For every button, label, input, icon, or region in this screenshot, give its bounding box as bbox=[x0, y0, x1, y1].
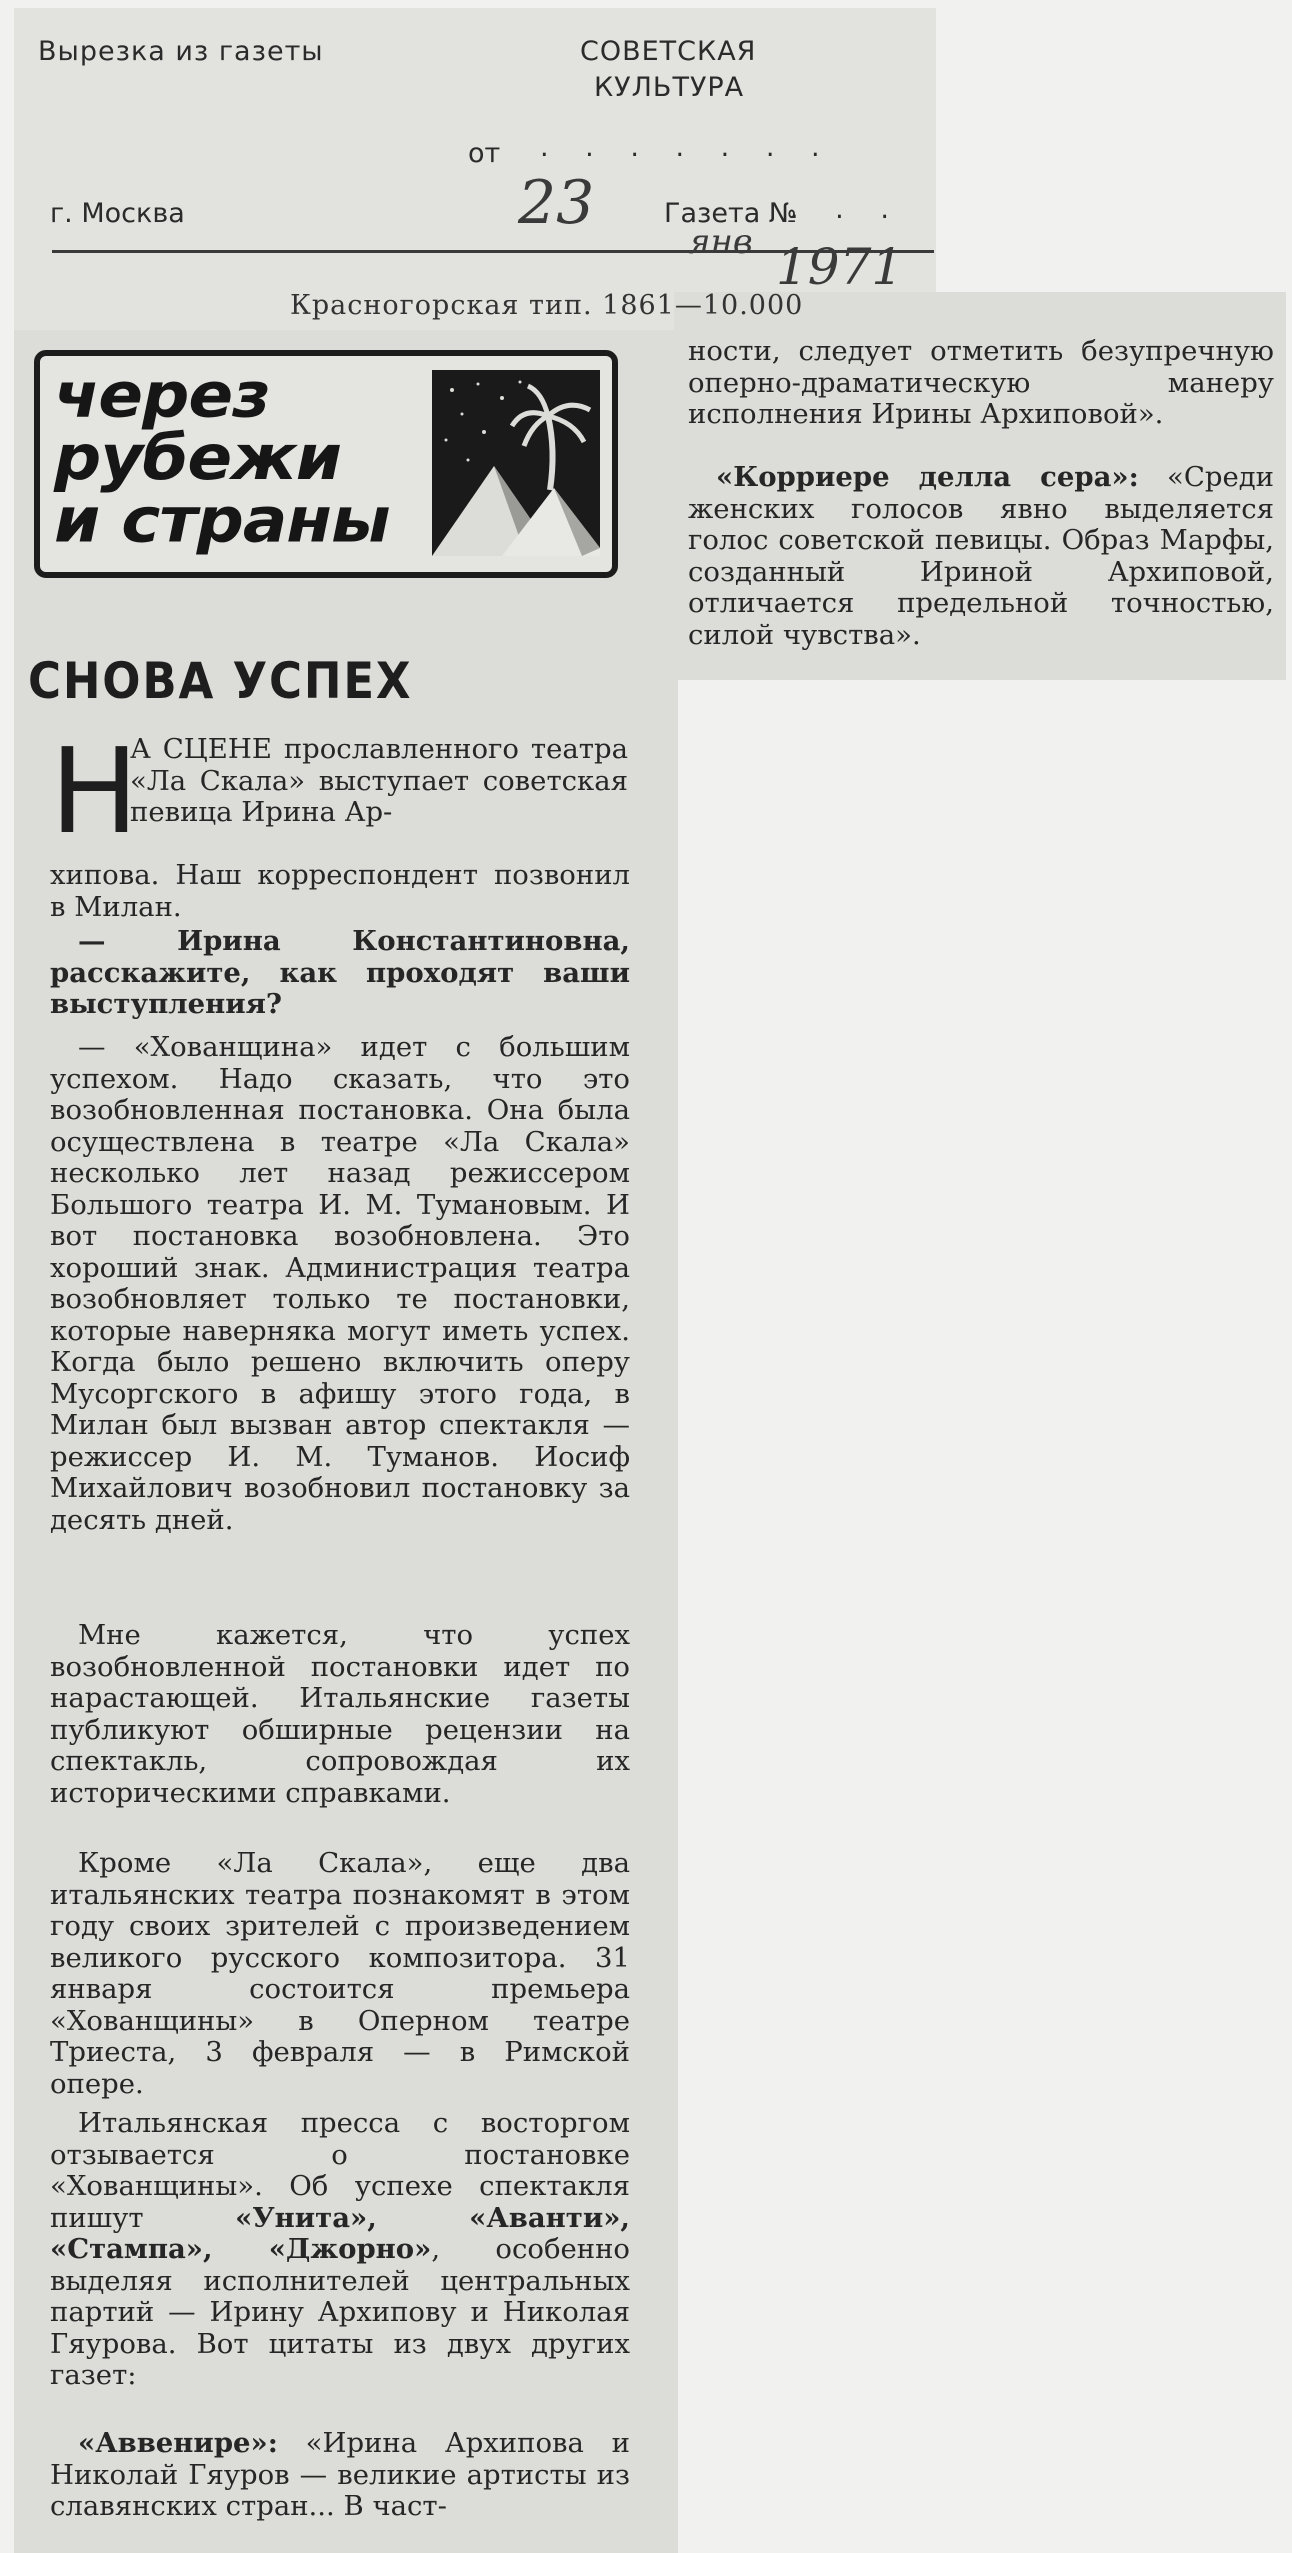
quote-avvenire-text: «Ирина Архипова и Николай Гяуров — великие артисты из славянских стран... В част- bbox=[50, 2427, 630, 2522]
newspaper-list: «Унита», «Аванти», «Стампа», «Джорно» bbox=[50, 2201, 630, 2265]
quote-corriere bbox=[688, 462, 1274, 651]
answer-paragraph-3: Кроме «Ла Скала», еще два итальянских театра познакомят в этом году своих зрителей с произведением великого русского композитора. 31 января состоится премьера «Хованщины» в Оперном театре Триеста, 3 февраля — в Римской опере. bbox=[50, 1847, 630, 2100]
rubric-line-2: рубежи bbox=[54, 421, 342, 495]
lead-paragraph-tail: хипова. Наш корреспондент позвонил в Милан. bbox=[50, 859, 630, 923]
quote-avvenire-continued: ности, следует отметить безупречную оперно-драматическую манеру исполнения Ирины Архиповой». bbox=[688, 335, 1274, 430]
rubric-line-1: через bbox=[54, 358, 270, 432]
drop-cap: Н bbox=[50, 722, 139, 860]
quote-corriere-text: «Среди женских голосов явно выделяется голос советской певицы. Образ Марфы, созданный Ириной Архиповой, отличается предельной точностью, силой чувства». bbox=[688, 461, 1275, 651]
interview-question: — Ирина Константиновна, расскажите, как проходят ваши выступления? bbox=[50, 925, 630, 1020]
city-label: г. Москва bbox=[50, 198, 185, 229]
issue-label: Газета № bbox=[664, 198, 797, 229]
rubric-line-3: и страны bbox=[54, 483, 390, 557]
quote-avvenire-source: «Аввенире»: bbox=[78, 2427, 278, 2459]
rubric-title bbox=[54, 358, 390, 557]
article-headline: СНОВА УСПЕХ bbox=[28, 652, 413, 710]
newspaper-name-line2: КУЛЬТУРА bbox=[594, 72, 745, 103]
issue-dots: . . . bbox=[790, 194, 903, 225]
press-paragraph-end: , особенно выделяя исполнителей центральных партий — Ирину Архипову и Николая Гяурова. Вот цитаты из двух других газет: bbox=[50, 2233, 630, 2391]
quote-avvenire bbox=[50, 2428, 630, 2523]
date-dots: . . . . . . . bbox=[540, 132, 834, 163]
quote-corriere-source: «Корриере делла сера»: bbox=[716, 461, 1139, 493]
rubric-box bbox=[34, 350, 618, 578]
answer-paragraph-1: — «Хованщина» идет с большим успехом. Надо сказать, что это возобновленная постановка. Она была осуществлена в театре «Ла Скала» несколько лет назад режиссером Большого театра И. М. Тумановым. И вот постановка возобновлена. Это хороший знак. Администрация театра возобновляет только те постановки, которые наверняка могут иметь успех. Когда было решено включить оперу Мусоргского в афишу этого года, в Милан был вызван автор спектакля — режиссер И. М. Туманов. Иосиф Михайлович возобновил постановку за десять дней. bbox=[50, 1031, 630, 1536]
handwritten-day: 23 bbox=[518, 168, 595, 238]
printer-line: Красногорская тип. 1861—10.000 bbox=[290, 290, 804, 321]
press-paragraph bbox=[50, 2108, 630, 2392]
handwritten-month: янв bbox=[688, 222, 753, 262]
pyramids-palm-icon bbox=[432, 370, 600, 556]
date-label: от bbox=[468, 138, 501, 169]
lead-paragraph: А СЦЕНЕ прославленного театра «Ла Скала» выступает советская певица Ирина Ар- bbox=[130, 733, 628, 828]
handwritten-year: 1971 bbox=[776, 238, 904, 296]
press-paragraph-start: Итальянская пресса с восторгом отзывается о постановке «Хованщины». Об успехе спектакля пишут bbox=[50, 2107, 630, 2234]
newspaper-name-line1: СОВЕТСКАЯ bbox=[580, 36, 757, 67]
clip-label: Вырезка из газеты bbox=[38, 36, 324, 67]
answer-paragraph-2: Мне кажется, что успех возобновленной постановки идет по нарастающей. Итальянские газеты публикуют обширные рецензии на спектакль, сопровождая их историческими справками. bbox=[50, 1619, 630, 1809]
